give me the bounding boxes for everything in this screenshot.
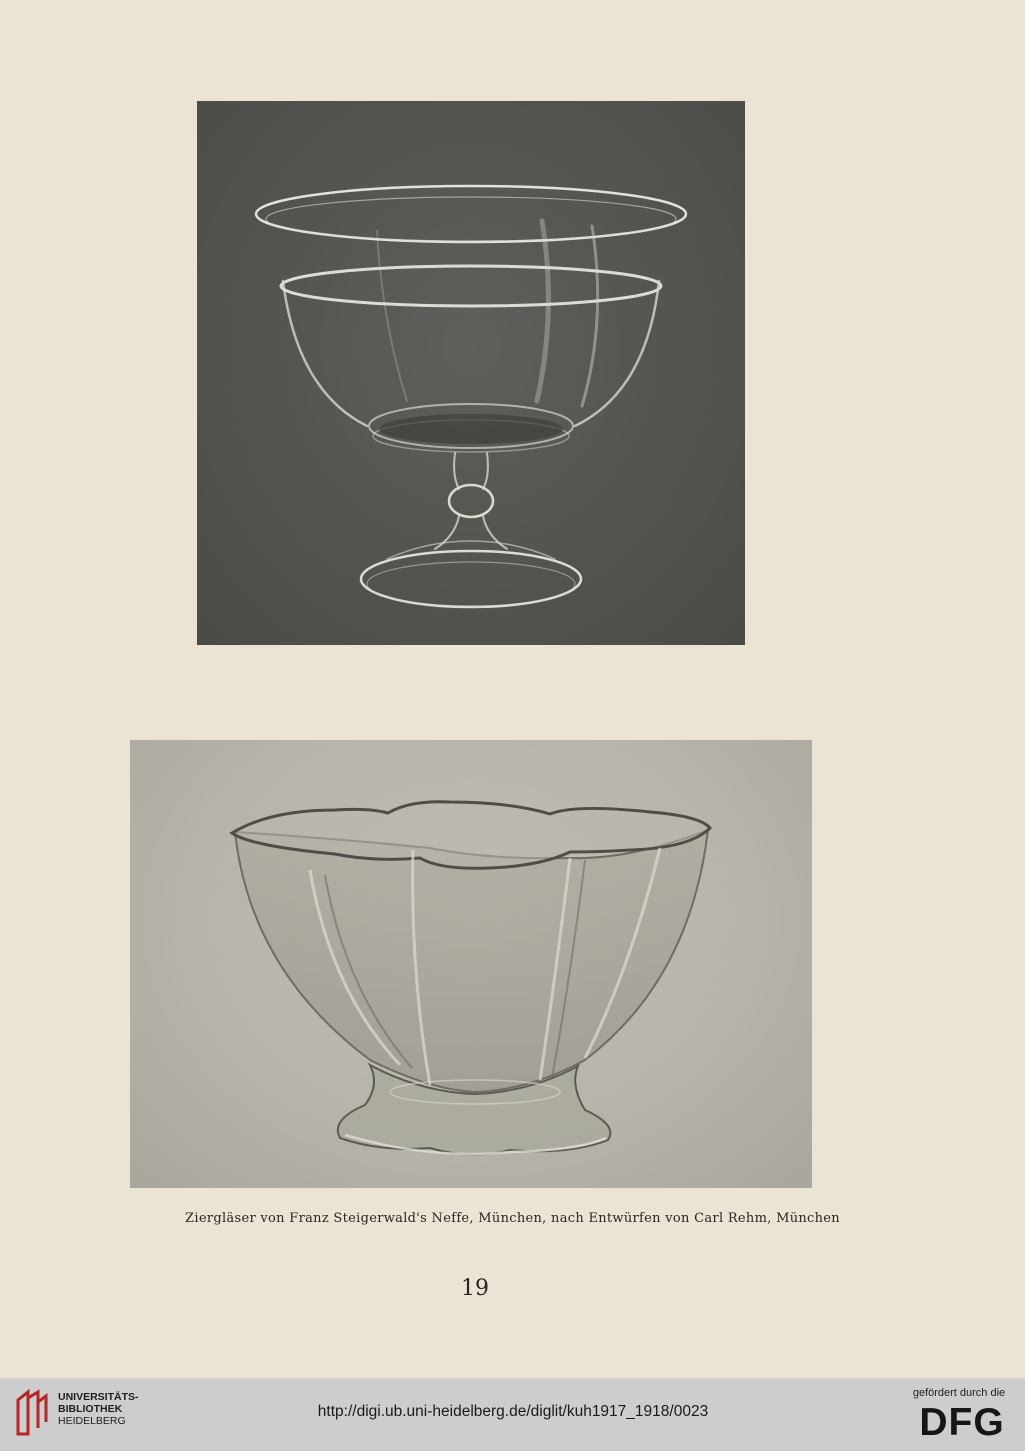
library-name[interactable] (58, 1391, 139, 1427)
library-name-line1: UNIVERSITÄTS- (58, 1391, 139, 1403)
photo-glass-bowl (130, 740, 812, 1188)
page-number: 19 (461, 1276, 489, 1301)
footer-bar (0, 1378, 1025, 1451)
library-logo-icon (14, 1388, 50, 1438)
funding-text: gefördert durch die (912, 1387, 1006, 1399)
photo-footed-glass (197, 101, 745, 645)
library-name-line2: BIBLIOTHEK (58, 1403, 123, 1415)
dfg-logo[interactable]: DFG (919, 1401, 1005, 1444)
document-url-link[interactable]: http://digi.ub.uni-heidelberg.de/diglit/kuh1917_1918/0023 (317, 1403, 709, 1420)
library-name-line3: HEIDELBERG (58, 1415, 126, 1427)
figure-caption: Ziergläser von Franz Steigerwald's Neffe, München, nach Entwürfen von Carl Rehm, München (185, 1211, 840, 1226)
